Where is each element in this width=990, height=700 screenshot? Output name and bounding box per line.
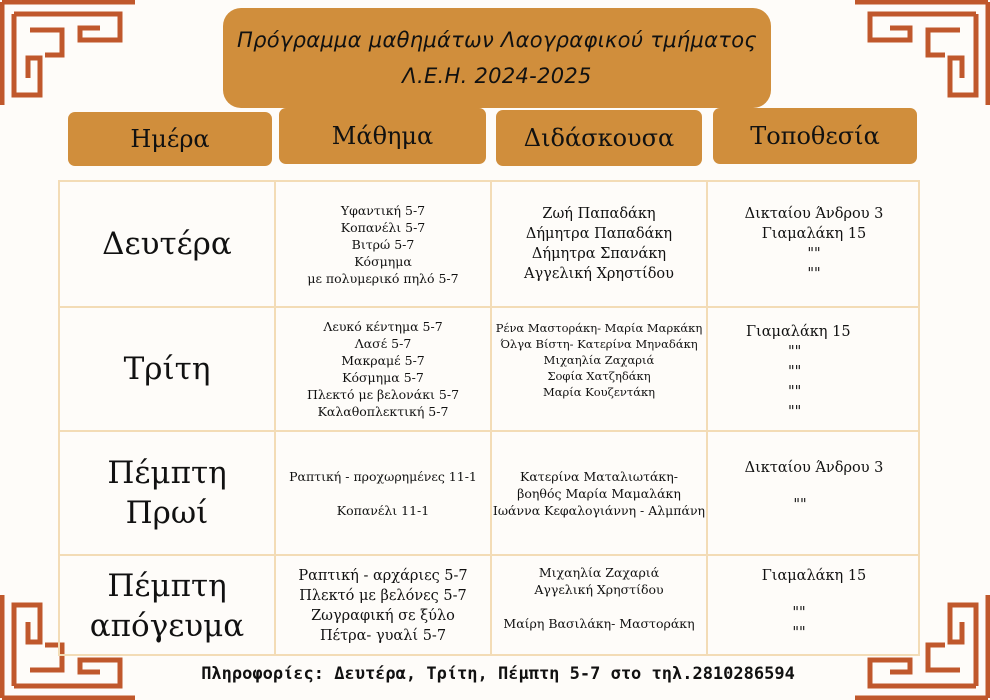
day-cell-monday — [60, 182, 274, 306]
teacher-item: Δήμητρα Παπαδάκη — [525, 226, 673, 242]
lesson-item: Λασέ 5-7 — [354, 336, 412, 351]
day-label: Τρίτη — [123, 351, 211, 387]
lessons-cell-thursday-morning — [276, 432, 490, 554]
teachers-cell-monday — [492, 182, 706, 306]
teacher-item: Μαίρη Βασιλάκη- Μαστοράκη — [503, 616, 695, 631]
location-item: "" — [788, 384, 802, 400]
header-day: Ημέρα — [68, 112, 272, 166]
location-item: "" — [807, 266, 821, 282]
teacher-item: Μιχαηλία Ζαχαριά — [538, 565, 660, 580]
lesson-item: Λευκό κέντημα 5-7 — [323, 319, 443, 334]
teachers-cell-tuesday — [492, 308, 706, 430]
contact-info-footer: Πληροφορίες: Δευτέρα, Τρίτη, Πέμπτη 5-7 στο τηλ.2810286594 — [201, 664, 795, 684]
lesson-item: Πλεκτό με βελόνες 5-7 — [299, 588, 467, 604]
teachers-cell-thursday-afternoon — [492, 556, 706, 656]
teacher-item: βοηθός Μαρία Μαμαλάκη — [517, 485, 681, 501]
location-item: "" — [788, 404, 802, 420]
day-cell-thursday-afternoon — [60, 556, 274, 656]
location-item: Γιαμαλάκη 15 — [761, 226, 867, 242]
location-item: "" — [788, 364, 802, 380]
lessons-cell-tuesday — [276, 308, 490, 430]
title-line-2: Λ.Ε.Η. 2024-2025 — [402, 64, 592, 88]
locations-cell-monday — [708, 182, 920, 306]
corner-ornament-top-right — [850, 0, 990, 110]
header-teacher: Διδάσκουσα — [496, 110, 702, 166]
teacher-item: Αγγελική Χρηστίδου — [534, 582, 664, 597]
lesson-item: Βιτρώ 5-7 — [351, 236, 415, 252]
lesson-item: Καλαθοπλεκτική 5-7 — [317, 404, 449, 419]
location-item: Γιαμαλάκη 15 — [746, 324, 851, 340]
title-line-1: Πρόγραμμα μαθημάτων Λαογραφικού τμήματος — [236, 28, 757, 52]
lesson-item: Υφαντική 5-7 — [340, 202, 426, 218]
lesson-item: Μακραμέ 5-7 — [341, 353, 425, 368]
teacher-item: Μιχαηλία Ζαχαριά — [543, 353, 655, 367]
teacher-item: Κατερίνα Ματαλιωτάκη- — [520, 468, 678, 484]
day-label: Δευτέρα — [102, 226, 232, 262]
day-label: Πέμπτη — [107, 568, 227, 604]
location-item: "" — [792, 605, 806, 621]
locations-cell-tuesday — [708, 308, 920, 430]
day-label: Πρωί — [125, 495, 209, 531]
lesson-item: Πλεκτό με βελονάκι 5-7 — [306, 387, 460, 402]
lesson-item: Κόσμημα 5-7 — [342, 370, 424, 385]
teacher-item: Όλγα Βίστη- Κατερίνα Μηναδάκη — [500, 337, 698, 351]
lessons-cell-monday — [276, 182, 490, 306]
header-lesson: Μάθημα — [279, 108, 486, 164]
day-cell-thursday-morning — [60, 432, 274, 554]
teacher-item: Ζωή Παπαδάκη — [542, 206, 656, 222]
day-label: απόγευμα — [89, 608, 245, 644]
location-item: Δικταίου Άνδρου 3 — [744, 206, 884, 222]
teacher-item: Σοφία Χατζηδάκη — [547, 369, 651, 383]
teachers-cell-thursday-morning — [492, 432, 706, 554]
corner-ornament-top-left — [0, 0, 140, 110]
title-banner — [223, 8, 771, 108]
teacher-item: Δήμητρα Σπανάκη — [531, 246, 667, 262]
teacher-item: Ρένα Μαστοράκη- Μαρία Μαρκάκη — [495, 321, 703, 335]
lesson-item: Ραπτική - αρχάριες 5-7 — [298, 568, 468, 584]
day-cell-tuesday — [60, 308, 274, 430]
locations-cell-thursday-afternoon — [708, 556, 920, 656]
lesson-item: Κοπανέλι 5-7 — [340, 219, 426, 235]
lesson-item: Κοπανέλι 11-1 — [336, 502, 430, 518]
location-item: "" — [788, 344, 802, 360]
lesson-item: Πέτρα- γυαλί 5-7 — [319, 628, 447, 644]
schedule-table — [58, 180, 920, 656]
lessons-cell-thursday-afternoon — [276, 556, 490, 656]
header-location: Τοποθεσία — [713, 108, 917, 164]
locations-cell-thursday-morning — [708, 432, 920, 554]
location-item: Γιαμαλάκη 15 — [761, 568, 867, 584]
lesson-item: Ζωγραφική σε ξύλο — [311, 608, 455, 624]
teacher-item: Μαρία Κουζεντάκη — [542, 385, 656, 399]
lesson-item: Ραπτική - προχωρημένες 11-1 — [289, 468, 477, 484]
teacher-item: Ιωάννα Κεφαλογιάννη - Αλμπάνη — [492, 502, 706, 518]
location-item: "" — [793, 497, 807, 513]
lesson-item: Κόσμημα — [354, 253, 412, 269]
lesson-item: με πολυμερικό πηλό 5-7 — [307, 270, 459, 286]
location-item: "" — [792, 625, 806, 641]
day-label: Πέμπτη — [107, 455, 227, 491]
location-item: "" — [807, 246, 821, 262]
teacher-item: Αγγελική Χρηστίδου — [524, 266, 674, 282]
location-item: Δικταίου Άνδρου 3 — [744, 460, 884, 476]
